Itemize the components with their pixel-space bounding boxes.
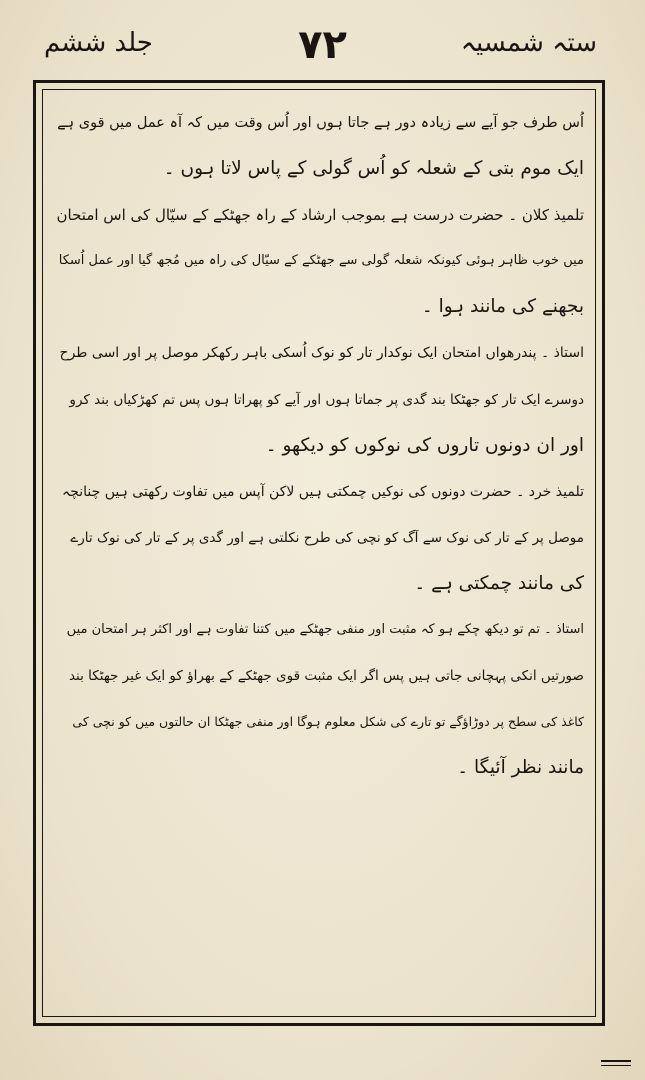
body-text (54, 100, 584, 791)
text-line: ایک موم بتی کے شعلہ کو اُس گولی کے پاس لاتا ہوں ۔ (163, 158, 584, 180)
text-line: اُس طرف جو آیے سے زیادہ دور ہے جاتا ہوں اور اُس وقت میں کہ آہ عمل میں قوی ہے (57, 115, 584, 131)
text-line: اور ان دونوں تاروں کی نوکوں کو دیکھو ۔ (265, 434, 584, 456)
page-header (0, 22, 645, 88)
text-line: کاغذ کی سطح پر دوڑاؤگے تو تارے کی شکل معلوم ہوگا اور منفی جھٹکا ان حالتوں میں کو نچی کی (72, 714, 584, 730)
footer-ornament (601, 1060, 631, 1066)
text-line: میں خوب ظاہر ہوئی کیونکہ شعلہ گولی سے جھٹکے کے سیّال کی راہ میں مُجھ گیا اور عمل اُسکا (58, 253, 584, 269)
text-line: بجھنے کی مانند ہوا ۔ (421, 296, 584, 318)
text-line: موصل پر کے تار کی نوک سے آگ کو نچی کی طرح نکلتی ہے اور گدی پر کے تار کی نوک تارے (70, 529, 584, 546)
volume-label: جلد ششم (44, 28, 153, 58)
text-line: تلمیذ کلان ۔ حضرت درست ہے بموجب ارشاد کے راہ جھٹکے کے سیّال کی اس امتحان (56, 206, 584, 225)
text-line: استاذ ۔ تم تو دیکھ چکے ہو کہ مثبت اور منفی جھٹکے میں کتنا تفاوت ہے اور اکثر ہر امتحان میں (66, 622, 584, 638)
running-title: ستہ شمسیہ (460, 28, 597, 58)
text-line: تلمیذ خرد ۔ حضرت دونوں کی نوکیں چمکتی ہیں لاکن آپس میں تفاوت رکھتی ہیں چنانچہ (62, 483, 584, 500)
text-line: مانند نظر آئیگا ۔ (457, 757, 584, 779)
text-line: استاذ ۔ پندرھواں امتحان ایک نوکدار تار کو نوک اُسکی باہر رکھکر موصل پر اور اسی طرح (59, 345, 584, 362)
text-line: دوسرے ایک تار کو جھٹکا بند گدی پر جماتا ہوں اور آیے کو پھراتا ہوں پس تم کھڑکیاں بند کرو (69, 391, 584, 408)
page-number: ۷۲ (298, 22, 347, 68)
text-line: صورتیں انکی پہچانی جاتی ہیں پس اگر ایک مثبت قوی جھٹکے کے بھراؤ کو ایک غیر جھٹکا بند (68, 668, 584, 685)
text-line: کی مانند چمکتی ہے ۔ (414, 572, 584, 594)
